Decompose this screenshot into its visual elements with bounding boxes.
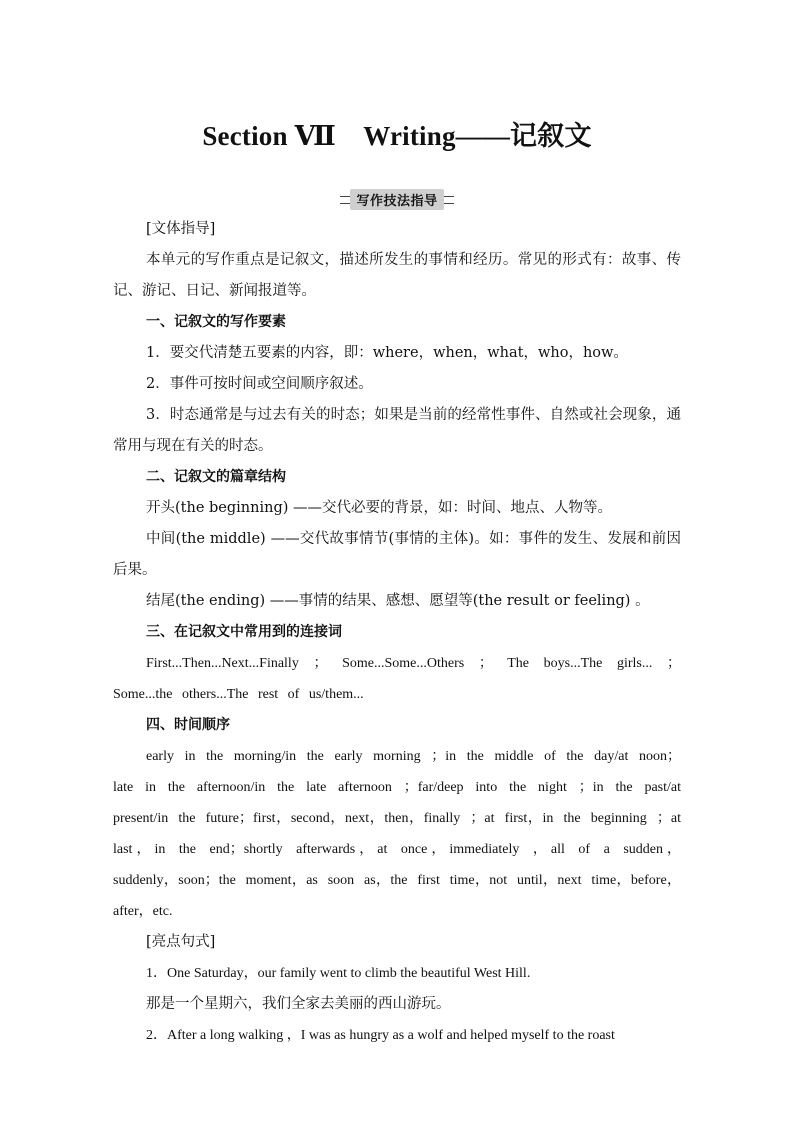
time-order-paragraph: early in the morning/in the early morning ；in the middle of the day/at noon；late in the afternoon/in the late afternoon ；far/deep into the night ；in the past/at present/in the future；first，second，next，then，finally ；at first，in the beginning ；at last，in the end；shortly afterwards，at once，immediately ，all of a sudden，suddenly，soon；the moment，as soon as，the first time，not until，next time，before，after，etc. — [113, 749, 681, 919]
structure-ending: 结尾(the ending) ——事情的结果、感想、愿望等(the result or feeling) 。 — [146, 593, 650, 609]
structure-beginning: 开头(the beginning) ——交代必要的背景，如：时间、地点、人物等。 — [146, 500, 612, 516]
banner-left-rule — [340, 196, 350, 204]
sentence-1-chinese: 那是一个星期六，我们全家去美丽的西山游玩。 — [146, 996, 451, 1012]
intro-paragraph: 本单元的写作重点是记叙文，描述所发生的事情和经历。常见的形式有：故事、传记、游记、日记、新闻报道等。 — [113, 252, 681, 299]
banner-label: 写作技法指导 — [350, 189, 443, 210]
section-label-wenti: [文体指导] — [146, 221, 216, 237]
sentence-1-english: 1．One Saturday，our family went to climb the beautiful West Hill. — [146, 966, 531, 981]
structure-middle: 中间(the middle) ——交代故事情节(事情的主体)。如：事件的发生、发展和前因后果。 — [113, 531, 681, 578]
sentence-2-english: 2．After a long walking ，I was as hungry as a wolf and helped myself to the roast — [146, 1028, 615, 1043]
item-2: 2．事件可按时间或空间顺序叙述。 — [146, 376, 373, 392]
heading-structure: 二、记叙文的篇章结构 — [146, 469, 286, 485]
section-banner — [0, 189, 794, 210]
heading-connectors: 三、在记叙文中常用到的连接词 — [146, 624, 342, 640]
heading-time-order: 四、时间顺序 — [146, 717, 230, 733]
item-3: 3．时态通常是与过去有关的时态；如果是当前的经常性事件、自然或社会现象，通常用与现在有关的时态。 — [113, 407, 681, 454]
document-body — [113, 214, 681, 1051]
banner-right-rule — [444, 196, 454, 204]
section-label-liangdian: [亮点句式] — [146, 934, 216, 950]
item-1: 1．要交代清楚五要素的内容，即：where，when，what，who，how。 — [146, 345, 628, 361]
connectors-paragraph: First...Then...Next...Finally ； Some...Some...Others ； The boys...The girls... ； Some...the others...The rest of us/them... — [113, 656, 681, 702]
heading-elements: 一、记叙文的写作要素 — [146, 314, 286, 330]
page-title: Section Ⅶ Writing——记叙文 — [202, 121, 592, 151]
